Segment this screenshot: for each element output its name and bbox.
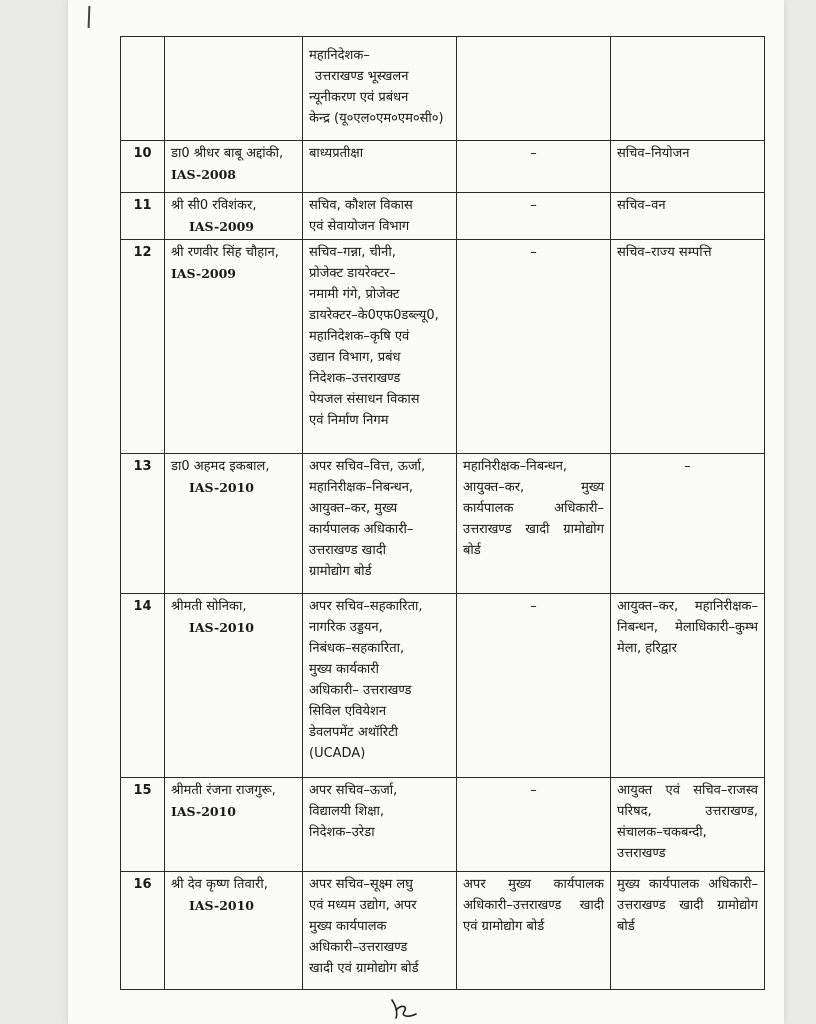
current-posting-line: ग्रामोद्योग बोर्ड [309,564,372,579]
current-posting-cell [303,778,457,872]
serial-number: 15 [121,778,165,872]
current-posting-line: निदेशक–उत्तराखण्ड [309,371,401,386]
current-posting-line: विद्यालयी शिक्षा, [309,804,385,819]
current-posting-line: प्रोजेक्ट डायरेक्टर– [309,266,396,281]
current-posting-line: एवं निर्माण निगम [309,413,389,428]
current-posting-line: सिविल एवियेशन [309,704,387,719]
current-posting-line: निदेशक–उरेडा [309,825,375,840]
serial-number: 12 [121,240,165,454]
ias-batch: IAS-2008 [171,167,237,182]
table-row [121,454,765,594]
current-posting-line: उत्तराखण्ड खादी [309,543,386,558]
current-posting-line: पेयजल संसाधन विकास [309,392,420,407]
current-posting-line: नमामी गंगे, प्रोजेक्ट [309,287,400,302]
current-posting-line: कार्यपालक अधिकारी– [309,522,414,537]
current-posting-line: अधिकारी–उत्तराखण्ड [309,940,408,955]
relieved-posting-cell: – [457,594,611,778]
table-body [121,37,765,990]
new-posting-cell: सचिव–राज्य सम्पत्ति [611,240,765,454]
officer-name: श्री रणवीर सिंह चौहान, [171,245,279,260]
new-posting-cell: आयुक्त एवं सचिव–राजस्व परिषद, उत्तराखण्ड, संचालक–चकबन्दी, उत्तराखण्ड [611,778,765,872]
current-posting-line: सचिव–गन्ना, चीनी, [309,245,396,260]
current-posting-line: अधिकारी– उत्तराखण्ड [309,683,412,698]
ias-batch: IAS-2010 [189,480,255,495]
table-row [121,193,765,240]
new-posting-cell [611,37,765,141]
officer-name-cell [165,778,303,872]
table-row [121,778,765,872]
current-posting-line: अपर सचिव–सूक्ष्म लघु [309,877,413,892]
table-row [121,240,765,454]
officer-name: श्री सी0 रविशंकर, [171,198,257,213]
table-row [121,594,765,778]
relieved-posting-cell: – [457,141,611,193]
current-posting-line: अपर सचिव–वित्त, ऊर्जा, [309,459,426,474]
officer-name: श्रीमती सोनिका, [171,599,247,614]
current-posting-line: डायरेक्टर–के0एफ0डब्ल्यू0, [309,308,439,323]
ias-batch: IAS-2010 [189,620,255,635]
current-posting-cell [303,141,457,193]
ias-batch: IAS-2010 [189,898,255,913]
serial-number: 16 [121,872,165,990]
current-posting-line: मुख्य कार्यपालक [309,919,387,934]
relieved-posting-cell: – [457,240,611,454]
current-posting-line: एवं सेवायोजन विभाग [309,219,410,234]
current-posting-cell [303,37,457,141]
officer-name-cell [165,454,303,594]
current-posting-line: न्यूनीकरण एवं प्रबंधन [309,90,409,105]
ias-batch: IAS-2010 [171,804,237,819]
officer-name-cell [165,193,303,240]
officer-name: श्रीमती रंजना राजगुरू, [171,783,276,798]
current-posting-cell [303,193,457,240]
officer-name-cell [165,594,303,778]
officer-name-cell [165,37,303,141]
current-posting-line: डेवलपमेंट अथॉरिटी [309,725,399,740]
relieved-posting-cell: अपर मुख्य कार्यपालक अधिकारी–उत्तराखण्ड खादी एवं ग्रामोद्योग बोर्ड [457,872,611,990]
officer-name: डा0 श्रीधर बाबू अद्दांकी, [171,146,284,161]
current-posting-line: महानिदेशक–कृषि एवं [309,329,410,344]
relieved-posting-cell: महानिरीक्षक–निबन्धन, आयुक्त–कर, मुख्य कार्यपालक अधिकारी–उत्तराखण्ड खादी ग्रामोद्योग बोर्ड [457,454,611,594]
serial-number: 13 [121,454,165,594]
officer-name-cell [165,240,303,454]
current-posting-line: एवं मध्यम उद्योग, अपर [309,898,417,913]
officer-name: श्री देव कृष्ण तिवारी, [171,877,268,892]
current-posting-cell [303,872,457,990]
current-posting-line: खादी एवं ग्रामोद्योग बोर्ड [309,961,419,976]
current-posting-line: महानिदेशक– [309,48,370,63]
current-posting-line: सचिव, कौशल विकास [309,198,413,213]
current-posting-line: आयुक्त–कर, मुख्य [309,501,398,516]
new-posting-cell: मुख्य कार्यपालक अधिकारी–उत्तराखण्ड खादी ग्रामोद्योग बोर्ड [611,872,765,990]
new-posting-cell: सचिव–वन [611,193,765,240]
new-posting-cell: आयुक्त–कर, महानिरीक्षक–निबन्धन, मेलाधिकारी–कुम्भ मेला, हरिद्वार [611,594,765,778]
relieved-posting-cell [457,37,611,141]
relieved-posting-cell: – [457,193,611,240]
current-posting-line: अपर सचिव–ऊर्जा, [309,783,398,798]
current-posting-cell [303,594,457,778]
serial-number [121,37,165,141]
current-posting-cell [303,240,457,454]
serial-number: 10 [121,141,165,193]
ias-batch: IAS-2009 [189,219,255,234]
initials-signature [386,996,422,1022]
table-row [121,141,765,193]
table-row [121,37,765,141]
table-row [121,872,765,990]
new-posting-cell: – [611,454,765,594]
current-posting-line: अपर सचिव–सहकारिता, [309,599,423,614]
current-posting-line: मुख्य कार्यकारी [309,662,379,677]
serial-number: 14 [121,594,165,778]
relieved-posting-cell: – [457,778,611,872]
officer-name-cell [165,141,303,193]
current-posting-line: उत्तराखण्ड भूस्खलन [315,69,409,84]
current-posting-line: निबंधक–सहकारिता, [309,641,405,656]
ias-batch: IAS-2009 [171,266,237,281]
officer-name: डा0 अहमद इकबाल, [171,459,270,474]
current-posting-line: केन्द्र (यू०एल०एम०एम०सी०) [309,111,444,126]
serial-number: 11 [121,193,165,240]
transfer-orders-table [120,36,765,990]
current-posting-line: महानिरीक्षक–निबन्धन, [309,480,414,495]
current-posting-line: नागरिक उड्डयन, [309,620,383,635]
new-posting-cell: सचिव–नियोजन [611,141,765,193]
current-posting-cell [303,454,457,594]
current-posting-line: बाध्यप्रतीक्षा [309,146,364,161]
current-posting-line: उद्यान विभाग, प्रबंध [309,350,401,365]
officer-name-cell [165,872,303,990]
current-posting-line: (UCADA) [309,746,366,761]
